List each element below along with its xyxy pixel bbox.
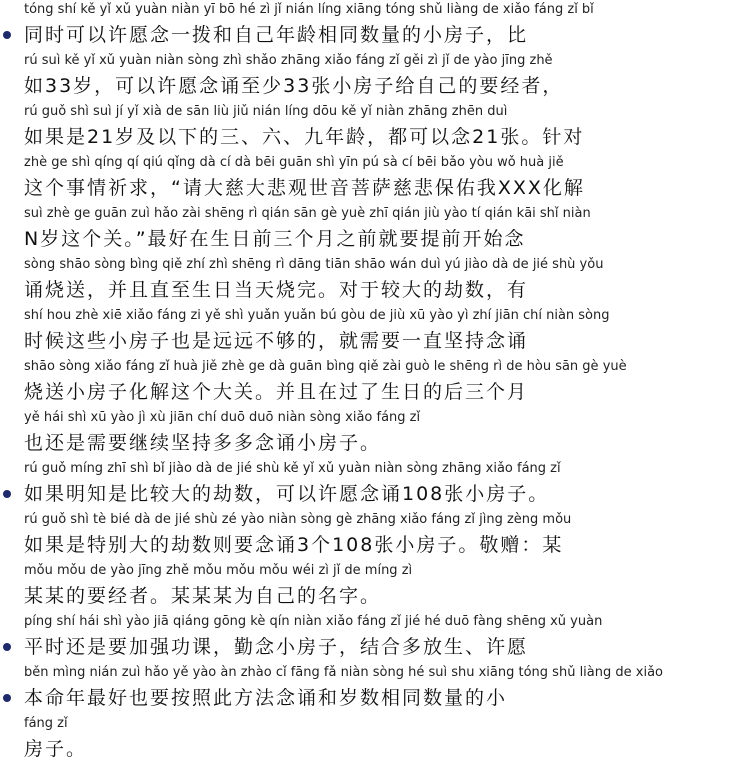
- chinese-text: 同时可以许愿念一拨和自己年龄相同数量的小房子，比: [24, 24, 529, 46]
- chinese-text: 时候这些小房子也是远远不够的，就需要一直坚持念诵: [24, 330, 529, 352]
- pinyin-text: rú suì kě yǐ xǔ yuàn niàn sòng zhì shǎo zhāng xiǎo fáng zǐ gěi zì jǐ de yào jīng zhě: [24, 53, 553, 68]
- chinese-text: 烧送小房子化解这个大关。并且在过了生日的后三个月: [24, 381, 529, 403]
- text-line: [0, 408, 738, 460]
- chinese-text: 某某的要经者。某某某为自己的名字。: [24, 585, 382, 607]
- bullet-icon: [3, 490, 11, 498]
- pinyin-text: tóng shí kě yǐ xǔ yuàn niàn yī bō hé zì jǐ nián líng xiāng tóng shǔ liàng de xiǎo fáng zǐ bǐ: [24, 2, 594, 17]
- chinese-text: 如果是特别大的劫数则要念诵3个108张小房子。敬赠：某: [24, 534, 564, 556]
- chinese-text: 这个事情祈求，“请大慈大悲观世音菩萨慈悲保佑我XXX化解: [24, 177, 585, 199]
- pinyin-text: běn mìng nián zuì hǎo yě yào àn zhào cǐ fāng fǎ niàn sòng hé suì shu xiāng tóng shǔ liàng de xiǎo: [24, 665, 663, 680]
- chinese-text: N岁这个关。”最好在生日前三个月之前就要提前开始念: [24, 228, 526, 250]
- pinyin-text: mǒu mǒu de yào jīng zhě mǒu mǒu mǒu wéi zì jǐ de míng zì: [24, 563, 413, 578]
- text-line: [0, 153, 738, 205]
- chinese-text: 本命年最好也要按照此方法念诵和岁数相同数量的小: [24, 687, 508, 709]
- bullet-icon: [3, 31, 11, 39]
- bullet-icon: [3, 694, 11, 702]
- bullet-icon: [3, 643, 11, 651]
- text-line: [0, 357, 738, 409]
- chinese-text: 平时还是要加强功课，勤念小房子，结合多放生、许愿: [24, 636, 529, 658]
- text-line: [0, 459, 738, 511]
- pinyin-text: shí hou zhè xiē xiǎo fáng zi yě shì yuǎn yuǎn bú gòu de jiù xū yào yì zhí jiān chí niàn sòng: [24, 308, 610, 323]
- text-line: [0, 306, 738, 358]
- pinyin-text: sòng shāo sòng bìng qiě zhí zhì shēng rì dāng tiān shāo wán duì yú jiào dà de jié shù yǒu: [24, 257, 604, 272]
- pinyin-text: rú guǒ shì suì jí yǐ xià de sān liù jiǔ nián líng dōu kě yǐ niàn zhāng zhēn duì: [24, 104, 508, 119]
- text-line: [0, 204, 738, 256]
- chinese-text: 房子。: [24, 738, 88, 760]
- text-line: [0, 51, 738, 103]
- pinyin-text: rú guǒ míng zhī shì bǐ jiào dà de jié shù kě yǐ xǔ yuàn niàn sòng zhāng xiǎo fáng zǐ: [24, 461, 561, 476]
- pinyin-text: yě hái shì xū yào jì xù jiān chí duō duō niàn sòng xiǎo fáng zǐ: [24, 410, 421, 425]
- text-line: [0, 714, 738, 766]
- text-line: [0, 102, 738, 154]
- pinyin-text: suì zhè ge guān zuì hǎo zài shēng rì qián sān gè yuè zhī qián jiù yào tí qián kāi shǐ niàn: [24, 206, 591, 221]
- text-line: [0, 663, 738, 715]
- text-line: [0, 255, 738, 307]
- pinyin-text: fáng zǐ: [24, 716, 68, 731]
- text-line: [0, 510, 738, 562]
- text-line: [0, 612, 738, 664]
- pinyin-text: píng shí hái shì yào jiā qiáng gōng kè qín niàn xiǎo fáng zǐ jié hé duō fàng shēng xǔ yuàn: [24, 614, 603, 629]
- pinyin-text: zhè ge shì qíng qí qiú qǐng dà cí dà bēi guān shì yīn pú sà cí bēi bǎo yòu wǒ huà jiě: [24, 155, 564, 170]
- chinese-text: 如33岁，可以许愿念诵至少33张小房子给自己的要经者，: [24, 75, 564, 97]
- chinese-text: 诵烧送，并且直至生日当天烧完。对于较大的劫数，有: [24, 279, 529, 301]
- chinese-text: 如果明知是比较大的劫数，可以许愿念诵108张小房子。: [24, 483, 550, 505]
- pinyin-text: rú guǒ shì tè bié dà de jié shù zé yào niàn sòng gè zhāng xiǎo fáng zǐ jìng zèng mǒu: [24, 512, 572, 527]
- chinese-text: 也还是需要继续坚持多多念诵小房子。: [24, 432, 382, 454]
- text-line: [0, 0, 738, 52]
- text-line: [0, 561, 738, 613]
- chinese-text: 如果是21岁及以下的三、六、九年龄，都可以念21张。针对: [24, 126, 585, 148]
- pinyin-text: shāo sòng xiǎo fáng zǐ huà jiě zhè ge dà guān bìng qiě zài guò le shēng rì de hòu sān gè yuè: [24, 359, 627, 374]
